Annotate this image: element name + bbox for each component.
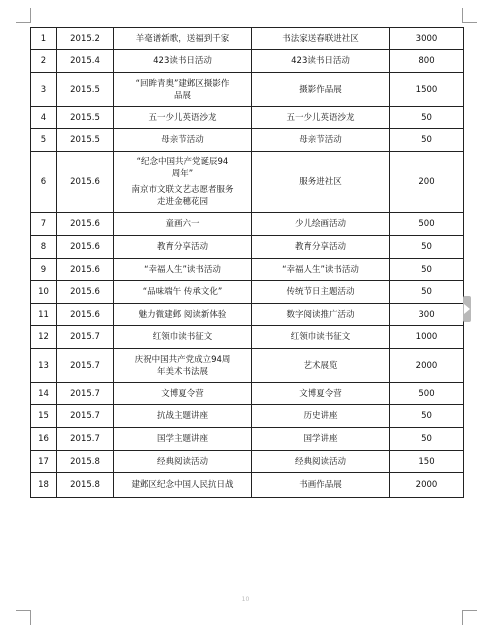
activity-type-cell-line: 423读书日活动 [291,56,350,66]
activity-type-cell-line: 传统节日主题活动 [286,287,355,297]
side-expand-tab[interactable] [463,296,471,322]
row-number-cell: 9 [31,259,57,281]
row-number-cell: 6 [31,152,57,213]
row-number-cell: 5 [31,129,57,152]
activity-type-cell-line: 书法家送春联进社区 [282,33,359,44]
activity-name-cell [114,107,252,129]
activity-type-cell-line: 教育分享活动 [294,242,346,252]
activity-name-cell [114,383,252,405]
table-row [31,28,464,50]
activity-name-cell-line: 庆祝中国共产党成立94周 [134,354,231,365]
activity-type-cell [252,28,390,50]
table-row [31,304,464,326]
activity-name-cell-line: 羊毫谱新歌，送福到千家 [135,33,230,44]
activity-type-cell-line: 书画作品展 [299,480,342,490]
table-row [31,73,464,107]
participant-count-cell: 50 [390,259,464,281]
activity-name-cell-line: 母亲节活动 [161,135,204,145]
participant-count-cell: 150 [390,451,464,473]
activity-type-cell [252,129,390,152]
activity-name-cell-line: “回眸青奥”建邺区摄影作 [135,78,230,89]
triangle-right-icon [464,304,470,314]
activity-table-body [31,28,464,498]
activity-name-cell [114,259,252,281]
activity-type-cell-line: 摄影作品展 [299,84,342,95]
activity-type-cell [252,304,390,326]
date-cell: 2015.8 [57,473,114,498]
row-number-cell: 11 [31,304,57,326]
activity-type-cell-line: 文博夏令营 [299,388,342,399]
activity-name-cell-line: 童画六一 [165,219,200,229]
date-cell: 2015.7 [57,349,114,383]
table-row [31,326,464,349]
activity-name-cell [114,129,252,152]
row-number-cell: 2 [31,50,57,73]
activity-type-cell [252,473,390,498]
date-cell: 2015.7 [57,383,114,405]
date-cell: 2015.7 [57,326,114,349]
table-row [31,383,464,405]
date-cell: 2015.5 [57,107,114,129]
table-row [31,236,464,259]
activity-name-cell-line: 周年” [171,169,194,179]
participant-count-cell: 50 [390,107,464,129]
table-row [31,50,464,73]
participant-count-cell: 800 [390,50,464,73]
activity-name-cell [114,213,252,236]
row-number-cell: 16 [31,428,57,451]
participant-count-cell: 50 [390,428,464,451]
date-cell: 2015.7 [57,428,114,451]
activity-type-cell-line: 服务进社区 [299,177,342,187]
table-row [31,259,464,281]
row-number-cell: 3 [31,73,57,107]
table-row [31,473,464,498]
activity-name-cell-line: 年美术书法展 [156,366,208,377]
participant-count-cell: 50 [390,405,464,428]
date-cell: 2015.6 [57,152,114,213]
activity-name-cell [114,428,252,451]
participant-count-cell: 3000 [390,28,464,50]
activity-name-cell-line: “纪念中国共产党诞辰94 [136,157,229,167]
activity-name-cell-line: “品味端午 传承文化” [142,287,223,297]
activity-type-cell-line: 艺术展览 [303,360,338,371]
row-number-cell: 10 [31,281,57,304]
activity-name-cell [114,152,252,213]
activity-type-cell [252,428,390,451]
participant-count-cell: 500 [390,213,464,236]
corner-mark-bottom-right [462,610,477,625]
table-row [31,281,464,304]
date-cell: 2015.5 [57,73,114,107]
activity-name-cell [114,236,252,259]
activity-type-cell-line: “幸福人生”读书活动 [282,264,359,275]
activity-type-cell [252,152,390,213]
activity-type-cell [252,107,390,129]
activity-name-cell-line: 教育分享活动 [156,242,208,252]
table-row [31,129,464,152]
activity-type-cell-line: 数字阅读推广活动 [286,309,355,320]
participant-count-cell: 2000 [390,349,464,383]
activity-type-cell-line: 经典阅读活动 [294,456,346,467]
row-number-cell: 14 [31,383,57,405]
date-cell: 2015.6 [57,236,114,259]
corner-mark-bottom-left [16,610,31,625]
activity-type-cell-line: 历史讲座 [303,411,338,421]
activity-name-cell [114,281,252,304]
date-cell: 2015.2 [57,28,114,50]
date-cell: 2015.6 [57,304,114,326]
participant-count-cell: 300 [390,304,464,326]
table-row [31,451,464,473]
page-number: 10 [241,596,250,603]
activity-name-cell-line: 文博夏令营 [161,388,204,399]
activity-type-cell [252,213,390,236]
activity-type-cell [252,405,390,428]
date-cell: 2015.7 [57,405,114,428]
activity-name-cell-line: 南京市文联文艺志愿者服务 [131,185,234,195]
activity-type-cell [252,50,390,73]
activity-name-cell [114,451,252,473]
activity-type-cell-line: 少儿绘画活动 [294,219,346,229]
activity-name-cell-line: 423读书日活动 [153,56,212,66]
activity-name-cell-line: 国学主题讲座 [156,434,208,444]
participant-count-cell: 2000 [390,473,464,498]
date-cell: 2015.8 [57,451,114,473]
row-number-cell: 7 [31,213,57,236]
table-row [31,107,464,129]
activity-name-cell [114,349,252,383]
row-number-cell: 17 [31,451,57,473]
participant-count-cell: 500 [390,383,464,405]
participant-count-cell: 50 [390,129,464,152]
table-row [31,428,464,451]
activity-name-cell [114,405,252,428]
activity-name-cell-line: 品展 [173,90,191,101]
activity-type-cell-line: 五一少儿英语沙龙 [286,112,355,123]
date-cell: 2015.6 [57,281,114,304]
row-number-cell: 15 [31,405,57,428]
row-number-cell: 13 [31,349,57,383]
activity-name-cell [114,326,252,349]
activity-type-cell-line: 母亲节活动 [299,135,342,145]
activity-name-cell-line: 走进金穗花园 [156,197,208,207]
activity-type-cell-line: 红领巾读书征文 [290,332,351,342]
activity-type-cell-line: 国学讲座 [303,434,338,444]
participant-count-cell: 200 [390,152,464,213]
row-number-cell: 1 [31,28,57,50]
activity-name-cell-line: 魅力微建邺 阅读新体验 [138,309,227,320]
activity-type-cell [252,259,390,281]
activity-type-cell [252,281,390,304]
participant-count-cell: 50 [390,236,464,259]
participant-count-cell: 50 [390,281,464,304]
corner-mark-top-right [462,8,477,23]
date-cell: 2015.6 [57,213,114,236]
activity-table [30,27,464,498]
activity-name-cell-line: “幸福人生”读书活动 [144,264,221,275]
activity-name-cell-line: 红领巾读书征文 [152,332,213,342]
date-cell: 2015.6 [57,259,114,281]
activity-name-cell-line: 经典阅读活动 [156,456,208,467]
activity-type-cell [252,349,390,383]
row-number-cell: 12 [31,326,57,349]
row-number-cell: 8 [31,236,57,259]
participant-count-cell: 1000 [390,326,464,349]
activity-name-cell [114,50,252,73]
activity-name-cell [114,304,252,326]
activity-name-cell [114,73,252,107]
participant-count-cell: 1500 [390,73,464,107]
date-cell: 2015.4 [57,50,114,73]
table-row [31,349,464,383]
activity-name-cell-line: 五一少儿英语沙龙 [148,112,217,123]
table-row [31,405,464,428]
row-number-cell: 18 [31,473,57,498]
row-number-cell: 4 [31,107,57,129]
date-cell: 2015.5 [57,129,114,152]
activity-type-cell [252,73,390,107]
table-row [31,152,464,213]
activity-type-cell [252,326,390,349]
corner-mark-top-left [16,8,31,23]
activity-name-cell-line: 建邺区纪念中国人民抗日战 [131,480,234,490]
table-row [31,213,464,236]
activity-name-cell [114,473,252,498]
activity-name-cell-line: 抗战主题讲座 [156,411,208,421]
activity-name-cell [114,28,252,50]
activity-type-cell [252,236,390,259]
activity-type-cell [252,451,390,473]
activity-type-cell [252,383,390,405]
